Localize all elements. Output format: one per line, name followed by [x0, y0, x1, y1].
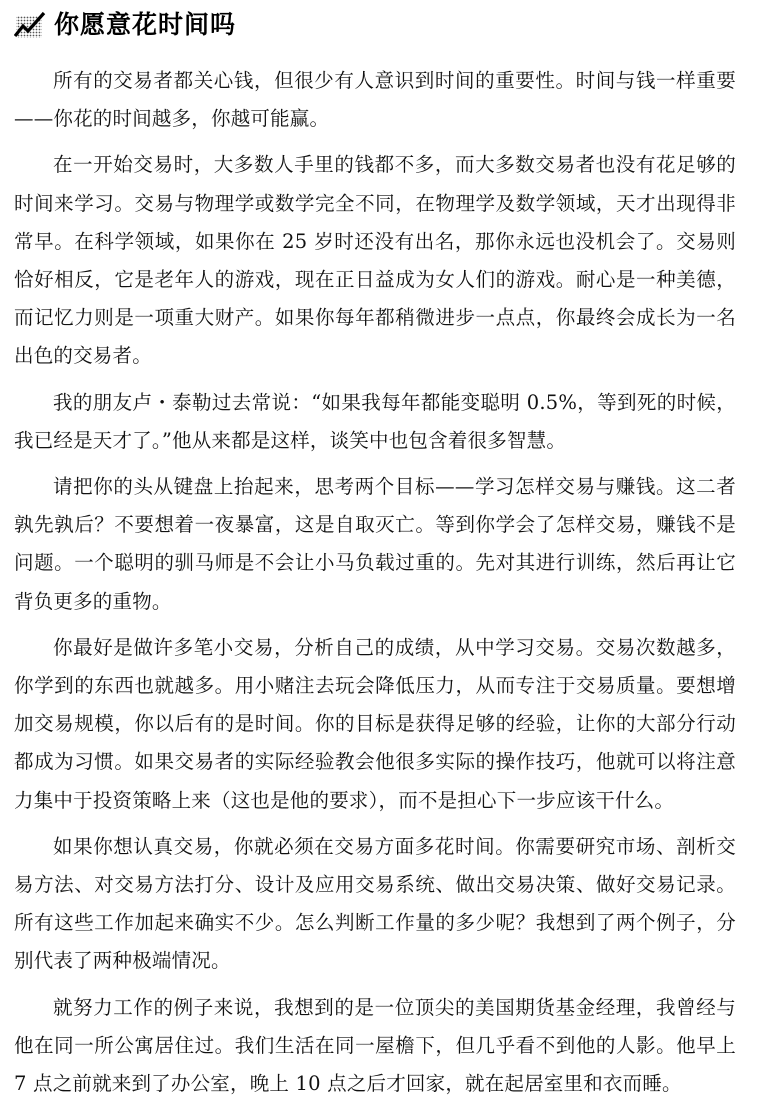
- page-title: 你愿意花时间吗: [54, 10, 237, 39]
- paragraph-7: 就努力工作的例子来说，我想到的是一位顶尖的美国期货基金经理，我曾经与他在同一所公寓居住过。我们生活在同一屋檐下，但几乎看不到他的人影。他早上 7 点之前就来到了办公室，晚上 10 点之后才回家，就在起居室里和衣而睡。: [14, 995, 736, 1096]
- body-text: [14, 62, 736, 1103]
- paragraph-6: 如果你想认真交易，你就必须在交易方面多花时间。你需要研究市场、剖析交易方法、对交易方法打分、设计及应用交易系统、做出交易决策、做好交易记录。所有这些工作加起来确实不少。怎么判断工作量的多少呢？我想到了两个例子，分别代表了两种极端情况。: [14, 834, 736, 973]
- section-heading: [14, 6, 736, 44]
- paragraph-1: 所有的交易者都关心钱，但很少有人意识到时间的重要性。时间与钱一样重要——你花的时间越多，你越可能赢。: [14, 69, 736, 131]
- paragraph-5: 你最好是做许多笔小交易，分析自己的成绩，从中学习交易。交易次数越多，你学到的东西也就越多。用小赌注去玩会降低压力，从而专注于交易质量。要想增加交易规模，你以后有的是时间。你的目标是获得足够的经验，让你的大部分行动都成为习惯。如果交易者的实际经验教会他很多实际的操作技巧，他就可以将注意力集中于投资策略上来（这也是他的要求），而不是担心下一步应该干什么。: [14, 635, 736, 812]
- paragraph-3: 我的朋友卢・泰勒过去常说：“如果我每年都能变聪明 0.5%，等到死的时候，我已经是天才了。”他从来都是这样，谈笑中也包含着很多智慧。: [14, 390, 736, 452]
- chart-trend-icon: [14, 10, 46, 40]
- paragraph-4: 请把你的头从键盘上抬起来，思考两个目标——学习怎样交易与赚钱。这二者孰先孰后？不要想着一夜暴富，这是自取灭亡。等到你学会了怎样交易，赚钱不是问题。一个聪明的驯马师是不会让小马负载过重的。先对其进行训练，然后再让它背负更多的重物。: [14, 475, 736, 613]
- paragraph-2: 在一开始交易时，大多数人手里的钱都不多，而大多数交易者也没有花足够的时间来学习。交易与物理学或数学完全不同，在物理学及数学领域，天才出现得非常早。在科学领域，如果你在 25 岁时还没有出名，那你永远也没机会了。交易则恰好相反，它是老年人的游戏，现在正日益成为女人们的游戏。耐心是一种美德，而记忆力则是一项重大财产。如果你每年都稍微进步一点点，你最终会成长为一名出色的交易者。: [14, 153, 736, 368]
